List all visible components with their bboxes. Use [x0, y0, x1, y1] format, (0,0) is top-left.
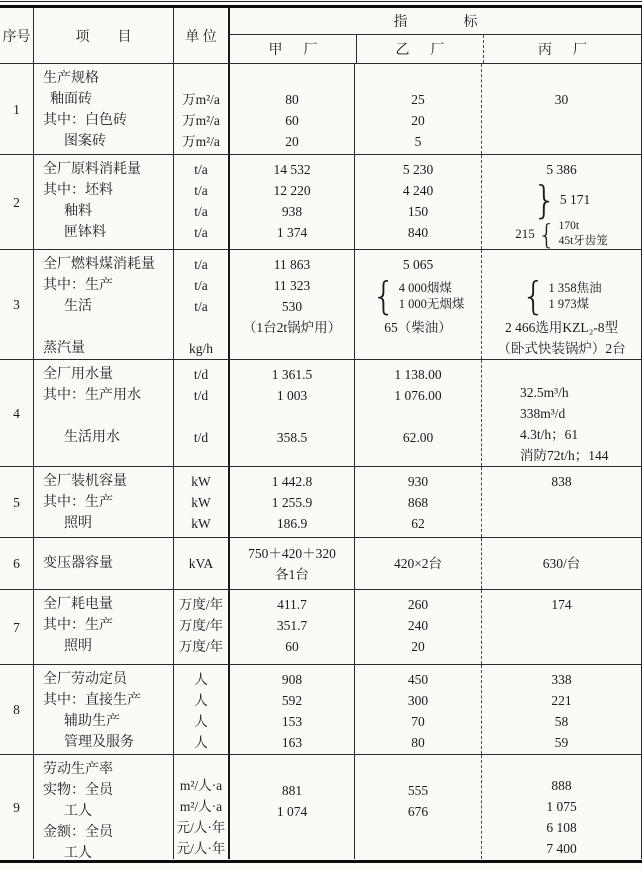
cell-line: 其中：生产: [43, 495, 113, 510]
brace-stack-line: 1 973煤: [548, 297, 590, 311]
cell-line: [355, 406, 481, 427]
row-seq-number: [0, 64, 33, 154]
cell-line: 全厂原料消耗量: [43, 162, 141, 177]
cell-line: [482, 254, 641, 275]
cell-line: 5: [414, 134, 422, 149]
unit-cell: [173, 155, 228, 249]
cell-line: 59: [554, 735, 569, 750]
cell-line: 838: [551, 474, 572, 489]
cell-line: 62: [411, 516, 425, 531]
cell-line: 6 108: [546, 820, 577, 835]
table-header: [0, 8, 641, 64]
cell-line: 11 863: [273, 257, 311, 272]
cell-line: 匣钵料: [43, 225, 106, 240]
cell-line: 420×2台: [393, 556, 443, 571]
cell-line: [355, 68, 481, 89]
cell-line: 万m²/a: [182, 92, 220, 107]
cell-line: 2: [13, 194, 20, 210]
factory-b-cell: [354, 64, 481, 154]
cell-line: 411.7: [277, 597, 307, 612]
cell-line: 人: [194, 693, 208, 708]
cell-line: 908: [281, 672, 303, 687]
cell-line: 840: [407, 225, 429, 240]
header-factories: [230, 35, 641, 63]
cell-line: 5 230: [402, 162, 434, 177]
cell-line: 2 466选用KZL₂-8型: [504, 320, 619, 335]
cell-line: 辅助生产: [43, 714, 120, 729]
cell-line: t/d: [193, 430, 209, 445]
factory-b-cell: [354, 250, 481, 359]
cell-line: [174, 68, 228, 89]
row-seq-number: [0, 360, 33, 466]
header-factory-b: 乙 厂: [356, 35, 483, 63]
cell-line: 其中：生产: [43, 278, 113, 293]
cell-line: 万度/年: [178, 597, 224, 612]
factory-a-cell: [228, 360, 354, 466]
brace-stack: [399, 280, 465, 313]
open-brace-glyph: {: [521, 273, 546, 318]
cell-line: 32.5m³/h: [520, 385, 569, 400]
indicator-table: [0, 8, 642, 859]
factory-c-cell: [481, 155, 641, 249]
cell-line: 65（柴油）: [384, 320, 452, 335]
factory-a-cell: [228, 590, 354, 664]
item-cell: [33, 360, 173, 466]
cell-line: 592: [281, 693, 303, 708]
header-indicator: 指 标: [230, 8, 641, 35]
cell-line: t/a: [194, 162, 208, 177]
item-cell: [33, 155, 173, 249]
cell-line: 6: [13, 556, 20, 571]
cell-line: （卧式快装锅炉）2台: [497, 341, 626, 356]
cell-line: 9: [13, 799, 20, 815]
cell-line: 80: [411, 735, 425, 750]
unit-cell: [173, 665, 228, 754]
item-cell: [33, 590, 173, 664]
brace-stack-line: 170t: [558, 220, 580, 233]
cell-line: 260: [407, 597, 429, 612]
cell-line: 生活用水: [43, 430, 120, 445]
cell-line: [520, 364, 641, 382]
cell-line: 其中：生产用水: [43, 388, 141, 403]
cell-line: 人: [194, 714, 208, 729]
cell-line: kW: [191, 495, 211, 510]
cell-line: 70: [411, 714, 425, 729]
cell-line: 1 075: [546, 799, 577, 814]
cell-line: m²/人·a: [179, 799, 223, 814]
cell-line: 实物：全员: [43, 783, 113, 798]
cell-line: t/d: [193, 367, 209, 382]
cell-line: 62.00: [402, 430, 434, 445]
brace-group: [482, 177, 641, 222]
brace-group: [482, 217, 641, 249]
cell-line: [230, 759, 354, 780]
cell-line: 其中：坯料: [43, 183, 113, 198]
unit-cell: [173, 467, 228, 537]
open-brace-glyph: {: [371, 273, 396, 318]
cell-line: 釉料: [43, 204, 92, 219]
cell-line: 1: [13, 101, 20, 117]
brace-prefix: 215: [515, 226, 535, 242]
cell-line: 金额：全员: [43, 825, 113, 840]
header-indicator-group: [228, 8, 641, 63]
cell-line: 万度/年: [178, 639, 224, 654]
cell-line: 生产规格: [43, 71, 99, 86]
table-row-9: [0, 754, 641, 859]
cell-line: 12 220: [273, 183, 311, 198]
cell-line: 530: [281, 299, 303, 314]
unit-cell: [173, 538, 228, 589]
table-row-7: [0, 589, 641, 664]
factory-a-cell: [228, 665, 354, 754]
close-brace-glyph: }: [532, 177, 557, 222]
cell-line: t/a: [194, 299, 208, 314]
cell-line: [174, 317, 228, 338]
cell-line: 8: [13, 702, 20, 717]
factory-c-cell: [481, 590, 641, 664]
factory-b-cell: [354, 590, 481, 664]
cell-line: [43, 317, 173, 338]
item-cell: [33, 64, 173, 154]
top-rules: [0, 0, 642, 8]
cell-line: 工人: [43, 846, 92, 859]
cell-line: [230, 406, 354, 427]
cell-line: kg/h: [188, 341, 213, 356]
row-seq-number: [0, 590, 33, 664]
factory-c-cell: [481, 665, 641, 754]
row-seq-number: [0, 155, 33, 249]
row-seq-number: [0, 467, 33, 537]
cell-line: 工人: [43, 804, 92, 819]
cell-line: 4: [13, 405, 20, 421]
item-cell: [33, 665, 173, 754]
cell-line: 358.5: [276, 430, 308, 445]
cell-line: 管理及服务: [43, 735, 134, 750]
cell-line: 450: [407, 672, 429, 687]
cell-line: 60: [285, 113, 299, 128]
cell-line: 照明: [43, 516, 92, 531]
cell-line: 3: [13, 297, 20, 312]
cell-line: 221: [551, 693, 572, 708]
cell-line: 20: [285, 134, 299, 149]
row-seq-number: [0, 665, 33, 754]
table-row-4: [0, 359, 641, 466]
unit-cell: [173, 755, 228, 859]
brace-stack-line: 45t牙齿笼: [558, 235, 608, 248]
cell-line: 其中：直接生产: [43, 693, 141, 708]
cell-line: kVA: [188, 556, 214, 571]
header-unit: 单 位: [173, 8, 228, 63]
factory-b-cell: [354, 538, 481, 589]
factory-b-cell: [354, 360, 481, 466]
open-brace-glyph: {: [537, 217, 556, 249]
factory-c-cell: [481, 360, 641, 466]
cell-line: 153: [281, 714, 303, 729]
cell-line: 5 386: [546, 162, 577, 177]
cell-line: [355, 759, 481, 780]
brace-value: 5 171: [559, 191, 591, 207]
cell-line: kW: [191, 474, 211, 489]
cell-line: 人: [194, 672, 208, 687]
cell-line: 163: [281, 735, 303, 750]
row-seq-number: [0, 250, 33, 359]
cell-line: 11 323: [273, 278, 311, 293]
brace-stack-line: 1 000无烟煤: [398, 297, 465, 311]
cell-line: 万m²/a: [182, 113, 220, 128]
cell-line: 868: [407, 495, 429, 510]
cell-line: [43, 406, 173, 427]
cell-line: 930: [407, 474, 429, 489]
cell-line: 888: [551, 778, 572, 793]
cell-line: 其中：生产: [43, 618, 113, 633]
factory-a-cell: [228, 155, 354, 249]
item-cell: [33, 467, 173, 537]
brace-stack-line: 1 358焦油: [548, 280, 602, 295]
bottom-rules: [0, 860, 642, 863]
cell-line: 174: [551, 597, 572, 612]
cell-line: 照明: [43, 639, 92, 654]
cell-line: 人: [194, 735, 208, 750]
cell-line: 5: [13, 494, 20, 510]
table-row-6: [0, 537, 641, 589]
cell-line: 万m²/a: [182, 134, 220, 149]
factory-a-cell: [228, 250, 354, 359]
cell-line: 351.7: [276, 618, 308, 633]
cell-line: 图案砖: [43, 134, 106, 149]
cell-line: 1 138.00: [394, 367, 442, 382]
cell-line: 80: [285, 92, 299, 107]
cell-line: t/d: [193, 388, 209, 403]
factory-a-cell: [228, 467, 354, 537]
cell-line: 7 400: [546, 841, 577, 856]
factory-b-cell: [354, 467, 481, 537]
factory-b-cell: [354, 665, 481, 754]
cell-line: 各1台: [275, 566, 309, 582]
cell-line: 劳动生产率: [43, 762, 113, 777]
table-row-3: [0, 249, 641, 359]
item-cell: [33, 250, 173, 359]
cell-line: [174, 759, 228, 775]
cell-line: 7: [13, 619, 20, 635]
cell-line: t/a: [194, 204, 208, 219]
unit-cell: [173, 360, 228, 466]
cell-line: 全厂劳动定员: [43, 672, 127, 687]
table-body: [0, 64, 641, 859]
brace-stack-line: 4 000烟煤: [398, 280, 452, 295]
cell-line: 全厂用水量: [43, 367, 113, 382]
unit-cell: [173, 590, 228, 664]
header-factory-a: 甲 厂: [268, 43, 318, 58]
cell-line: 60: [285, 639, 299, 654]
cell-line: 338: [551, 672, 572, 687]
factory-c-cell: [481, 538, 641, 589]
cell-line: 变压器容量: [43, 556, 113, 571]
cell-line: 万度/年: [178, 618, 224, 633]
item-cell: [33, 755, 173, 859]
cell-line: 全厂装机容量: [43, 474, 127, 489]
cell-line: （1台2t锅炉用）: [242, 320, 342, 335]
cell-line: 30: [554, 92, 569, 107]
table-row-2: [0, 154, 641, 249]
factory-a-cell: [228, 64, 354, 154]
cell-line: 元/人·年: [176, 820, 226, 835]
unit-cell: [173, 250, 228, 359]
factory-c-cell: [481, 755, 641, 859]
cell-line: 5 065: [402, 257, 434, 272]
item-cell: [33, 538, 173, 589]
brace-group: [482, 275, 641, 317]
brace-group: [355, 275, 481, 317]
cell-line: t/a: [194, 278, 208, 293]
cell-line: 20: [411, 639, 425, 654]
cell-line: 1 003: [276, 388, 308, 403]
factory-a-cell: [228, 755, 354, 859]
cell-line: 蒸汽量: [43, 341, 85, 356]
cell-line: 1 076.00: [394, 388, 442, 403]
cell-line: 25: [411, 92, 425, 107]
cell-line: 全厂燃料煤消耗量: [43, 257, 155, 272]
cell-line: 1 074: [276, 804, 308, 819]
table-row-8: [0, 664, 641, 754]
table-row-5: [0, 466, 641, 537]
cell-line: 58: [554, 714, 569, 729]
cell-line: 全厂耗电量: [43, 597, 113, 612]
cell-line: 20: [411, 113, 425, 128]
cell-line: 338m³/d: [520, 406, 566, 421]
row-seq-number: [0, 538, 33, 589]
factory-c-cell: [481, 467, 641, 537]
cell-line: 186.9: [276, 516, 308, 531]
bottom-thick-rule: [0, 860, 642, 863]
cell-line: [174, 406, 228, 427]
header-factory-c: 丙 厂: [483, 35, 641, 63]
header-seq: 序号: [2, 29, 31, 45]
cell-line: 元/人·年: [176, 841, 226, 856]
cell-line: [482, 68, 641, 89]
cell-line: [230, 68, 354, 89]
cell-line: 300: [407, 693, 429, 708]
cell-line: t/a: [194, 225, 208, 240]
cell-line: 676: [407, 804, 429, 819]
table-row-1: [0, 64, 641, 154]
unit-cell: [173, 64, 228, 154]
factory-a-cell: [228, 538, 354, 589]
cell-line: 14 532: [273, 162, 311, 177]
cell-line: 1 361.5: [271, 367, 313, 382]
factory-c-cell: [481, 250, 641, 359]
cell-line: 1 374: [276, 225, 308, 240]
cell-line: 750＋420＋320: [248, 545, 336, 561]
brace-stack: [549, 280, 602, 313]
cell-line: 4.3t/h；61: [520, 427, 579, 442]
cell-line: m²/人·a: [179, 778, 223, 793]
cell-line: 生活: [43, 299, 92, 314]
header-item: 项 目: [33, 8, 173, 63]
factory-b-cell: [354, 755, 481, 859]
cell-line: 240: [407, 618, 429, 633]
factory-b-cell: [354, 155, 481, 249]
cell-line: kW: [191, 516, 211, 531]
cell-line: 630/台: [542, 556, 581, 571]
cell-line: 881: [281, 783, 303, 798]
cell-line: 釉面砖: [43, 92, 92, 107]
cell-line: t/a: [194, 183, 208, 198]
brace-stack: [559, 219, 608, 249]
cell-line: 938: [281, 204, 303, 219]
factory-c-cell: [481, 64, 641, 154]
cell-line: t/a: [194, 257, 208, 272]
cell-line: 150: [407, 204, 429, 219]
cell-line: 其中：白色砖: [43, 113, 127, 128]
cell-line: 4 240: [402, 183, 434, 198]
cell-line: 1 255.9: [271, 495, 313, 510]
cell-line: [482, 759, 641, 775]
cell-line: 1 442.8: [271, 474, 313, 489]
row-seq-number: [0, 755, 33, 859]
cell-line: 555: [407, 783, 429, 798]
cell-line: 消防72t/h；144: [520, 448, 609, 463]
